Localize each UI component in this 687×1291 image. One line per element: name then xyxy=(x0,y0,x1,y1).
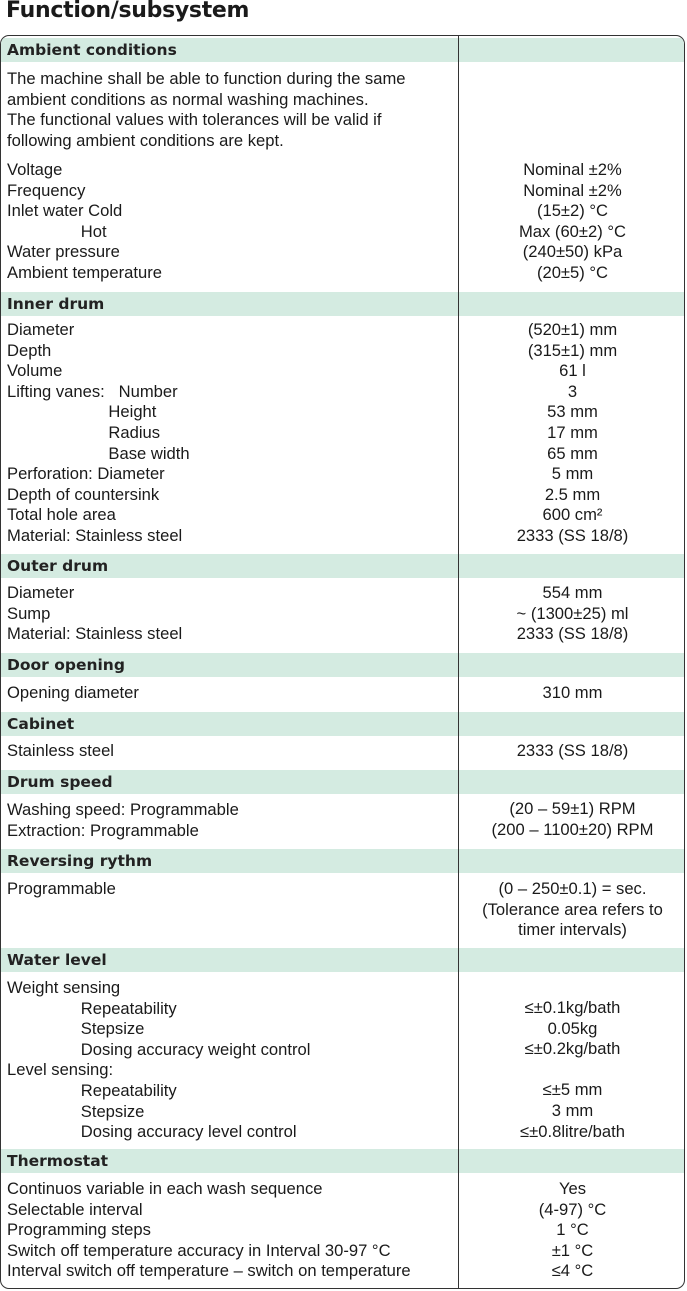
drum-speed-values: (20 – 59±1) RPM (200 – 1100±20) RPM xyxy=(491,799,654,839)
water-level-labels: Weight sensing Repeatability Stepsize Dosing accuracy weight control Level sensing: Repeatability Stepsize Dosing accuracy level control xyxy=(7,978,311,1142)
outer-drum-values: 554 mm ~ (1300±25) ml 2333 (SS 18/8) xyxy=(516,583,629,644)
ambient-spec-labels: Voltage Frequency Inlet water Cold Hot Water pressure Ambient temperature xyxy=(7,160,162,282)
spec-table xyxy=(0,35,685,1289)
column-divider xyxy=(458,36,459,1288)
thermostat-labels: Continuos variable in each wash sequence Selectable interval Programming steps Switch off temperature accuracy in Interval 30-97 °C Interval switch off temperature – switch on temperature xyxy=(7,1179,411,1281)
section-title: Cabinet xyxy=(7,715,75,733)
water-level-values: ≤±0.1kg/bath 0.05kg ≤±0.2kg/bath ≤±5 mm 3 mm ≤±0.8litre/bath xyxy=(520,998,625,1141)
inner-drum-labels: Diameter Depth Volume Lifting vanes: Number Height Radius Base width Perforation: Diameter Depth of countersink Total hole area Material: Stainless steel xyxy=(7,320,190,545)
section-title: Drum speed xyxy=(7,773,113,791)
cabinet-labels: Stainless steel xyxy=(7,741,114,760)
section-title: Outer drum xyxy=(7,557,109,575)
door-opening-values: 310 mm xyxy=(542,683,603,702)
inner-drum-values: (520±1) mm (315±1) mm 61 l 3 53 mm 17 mm 65 mm 5 mm 2.5 mm 600 cm² 2333 (SS 18/8) xyxy=(516,320,629,545)
section-header-thermostat xyxy=(1,1149,684,1173)
section-header-ambient-conditions xyxy=(1,38,684,62)
section-title: Ambient conditions xyxy=(7,41,177,59)
section-header-cabinet xyxy=(1,712,684,736)
section-title: Door opening xyxy=(7,656,125,674)
section-header-outer-drum xyxy=(1,554,684,578)
section-header-reversing-rythm xyxy=(1,849,684,873)
section-header-drum-speed xyxy=(1,770,684,794)
section-header-door-opening xyxy=(1,653,684,677)
section-title: Thermostat xyxy=(7,1152,109,1170)
section-header-inner-drum xyxy=(1,292,684,316)
ambient-spec-values: Nominal ±2% Nominal ±2% (15±2) °C Max (60±2) °C (240±50) kPa (20±5) °C xyxy=(518,160,627,282)
page-title: Function/subsystem xyxy=(6,0,250,23)
cabinet-values: 2333 (SS 18/8) xyxy=(516,741,629,760)
outer-drum-labels: Diameter Sump Material: Stainless steel xyxy=(7,583,183,644)
ambient-intro-text: The machine shall be able to function during the same ambient conditions as normal washing machines. The functional values with tolerances will be valid if following ambient conditions are kept. xyxy=(7,69,406,150)
section-title: Reversing rythm xyxy=(7,852,153,870)
section-title: Water level xyxy=(7,951,107,969)
thermostat-values: Yes (4-97) °C 1 °C ±1 °C ≤4 °C xyxy=(538,1179,607,1281)
reversing-rythm-labels: Programmable xyxy=(7,879,116,898)
section-title: Inner drum xyxy=(7,295,105,313)
section-header-water-level xyxy=(1,948,684,972)
door-opening-labels: Opening diameter xyxy=(7,683,139,702)
reversing-rythm-values: (0 – 250±0.1) = sec. (Tolerance area refers to timer intervals) xyxy=(482,879,663,940)
drum-speed-labels: Washing speed: Programmable Extraction: Programmable xyxy=(7,800,239,840)
